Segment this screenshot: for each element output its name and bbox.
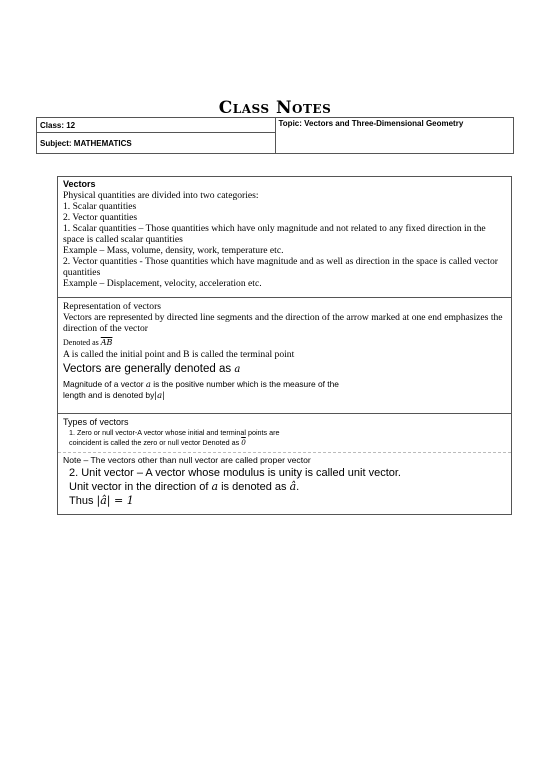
- topic-label: Topic: Vectors and Three-Dimensional Geometry: [278, 119, 464, 128]
- vector-a-symbol: a: [234, 364, 241, 375]
- types-heading: Types of vectors: [63, 417, 129, 427]
- thus-prefix: Thus: [69, 495, 97, 507]
- unit-vector-line-2: Unit vector in the direction of a is denoted as â.: [69, 480, 300, 493]
- vectors-line: Physical quantities are divided into two categories:: [63, 190, 259, 201]
- unit-hat-symbol: â: [289, 480, 297, 493]
- unit-mid: is denoted as: [218, 481, 290, 493]
- divider: [58, 452, 511, 453]
- magnitude-mid: is the positive number which is the measure of the: [150, 379, 339, 389]
- subject-cell: Subject: MATHEMATICS: [37, 133, 276, 154]
- vector-ab-symbol: $\overline{AB}$: [100, 338, 113, 347]
- magnitude-symbol: |a|: [154, 390, 165, 400]
- thus-line: [63, 494, 506, 508]
- vectors-line: 1. Scalar quantities: [63, 201, 137, 212]
- vectors-line: Example – Displacement, velocity, acceleration etc.: [63, 278, 262, 289]
- representation-section: [57, 298, 512, 414]
- denoted-prefix: Denoted as: [63, 338, 101, 347]
- vectors-line: Example – Mass, volume, density, work, temperature etc.: [63, 245, 284, 256]
- generally-denoted-line: [63, 362, 506, 377]
- denoted-line: [63, 337, 506, 349]
- representation-heading: Representation of vectors: [63, 301, 162, 312]
- representation-line: Vectors are represented by directed line segments and the direction of the arrow marked at one end emphasizes the direction of the vector: [63, 312, 503, 334]
- vectors-line: 2. Vector quantities: [63, 212, 138, 223]
- magnitude-line-2: [63, 390, 506, 401]
- zero-vector-line: 1. Zero or null vector-A vector whose initial and terminal points are: [69, 428, 280, 437]
- vector-a-symbol: a: [211, 480, 219, 493]
- generally-prefix: Vectors are generally denoted as: [63, 363, 235, 375]
- magnitude-suffix: length and is denoted by: [63, 390, 155, 400]
- zero-prefix: coincident is called the zero or null vector Denoted as: [69, 438, 242, 447]
- page-title: Class Notes: [218, 98, 332, 118]
- magnitude-prefix: Magnitude of a vector: [63, 379, 146, 389]
- vectors-line: 2. Vector quantities - Those quantities which have magnitude and as well as direction in the space is called vector quantities: [63, 256, 498, 278]
- vectors-heading: Vectors: [63, 179, 96, 189]
- unit-prefix: Unit vector in the direction of: [69, 481, 212, 493]
- vectors-section: [57, 176, 512, 298]
- zero-vector-symbol: 0: [241, 438, 246, 447]
- unit-vector-line: 2. Unit vector – A vector whose modulus is unity is called unit vector.: [69, 467, 401, 479]
- vector-a-symbol: a: [145, 379, 151, 389]
- types-section: [57, 414, 512, 515]
- magnitude-line: [63, 379, 506, 390]
- class-cell: Class: 12: [37, 118, 276, 133]
- header-table: [36, 117, 514, 154]
- zero-vector-line-2: [63, 438, 506, 448]
- topic-cell: [275, 118, 514, 154]
- initial-terminal-line: A is called the initial point and B is called the terminal point: [63, 349, 295, 360]
- vectors-line: 1. Scalar quantities – Those quantities which have only magnitude and not related to any fixed direction in the space is called scalar quantities: [63, 223, 486, 245]
- thus-expression: |â| = 1: [96, 494, 134, 507]
- note-line: Note – The vectors other than null vector are called proper vector: [63, 455, 311, 465]
